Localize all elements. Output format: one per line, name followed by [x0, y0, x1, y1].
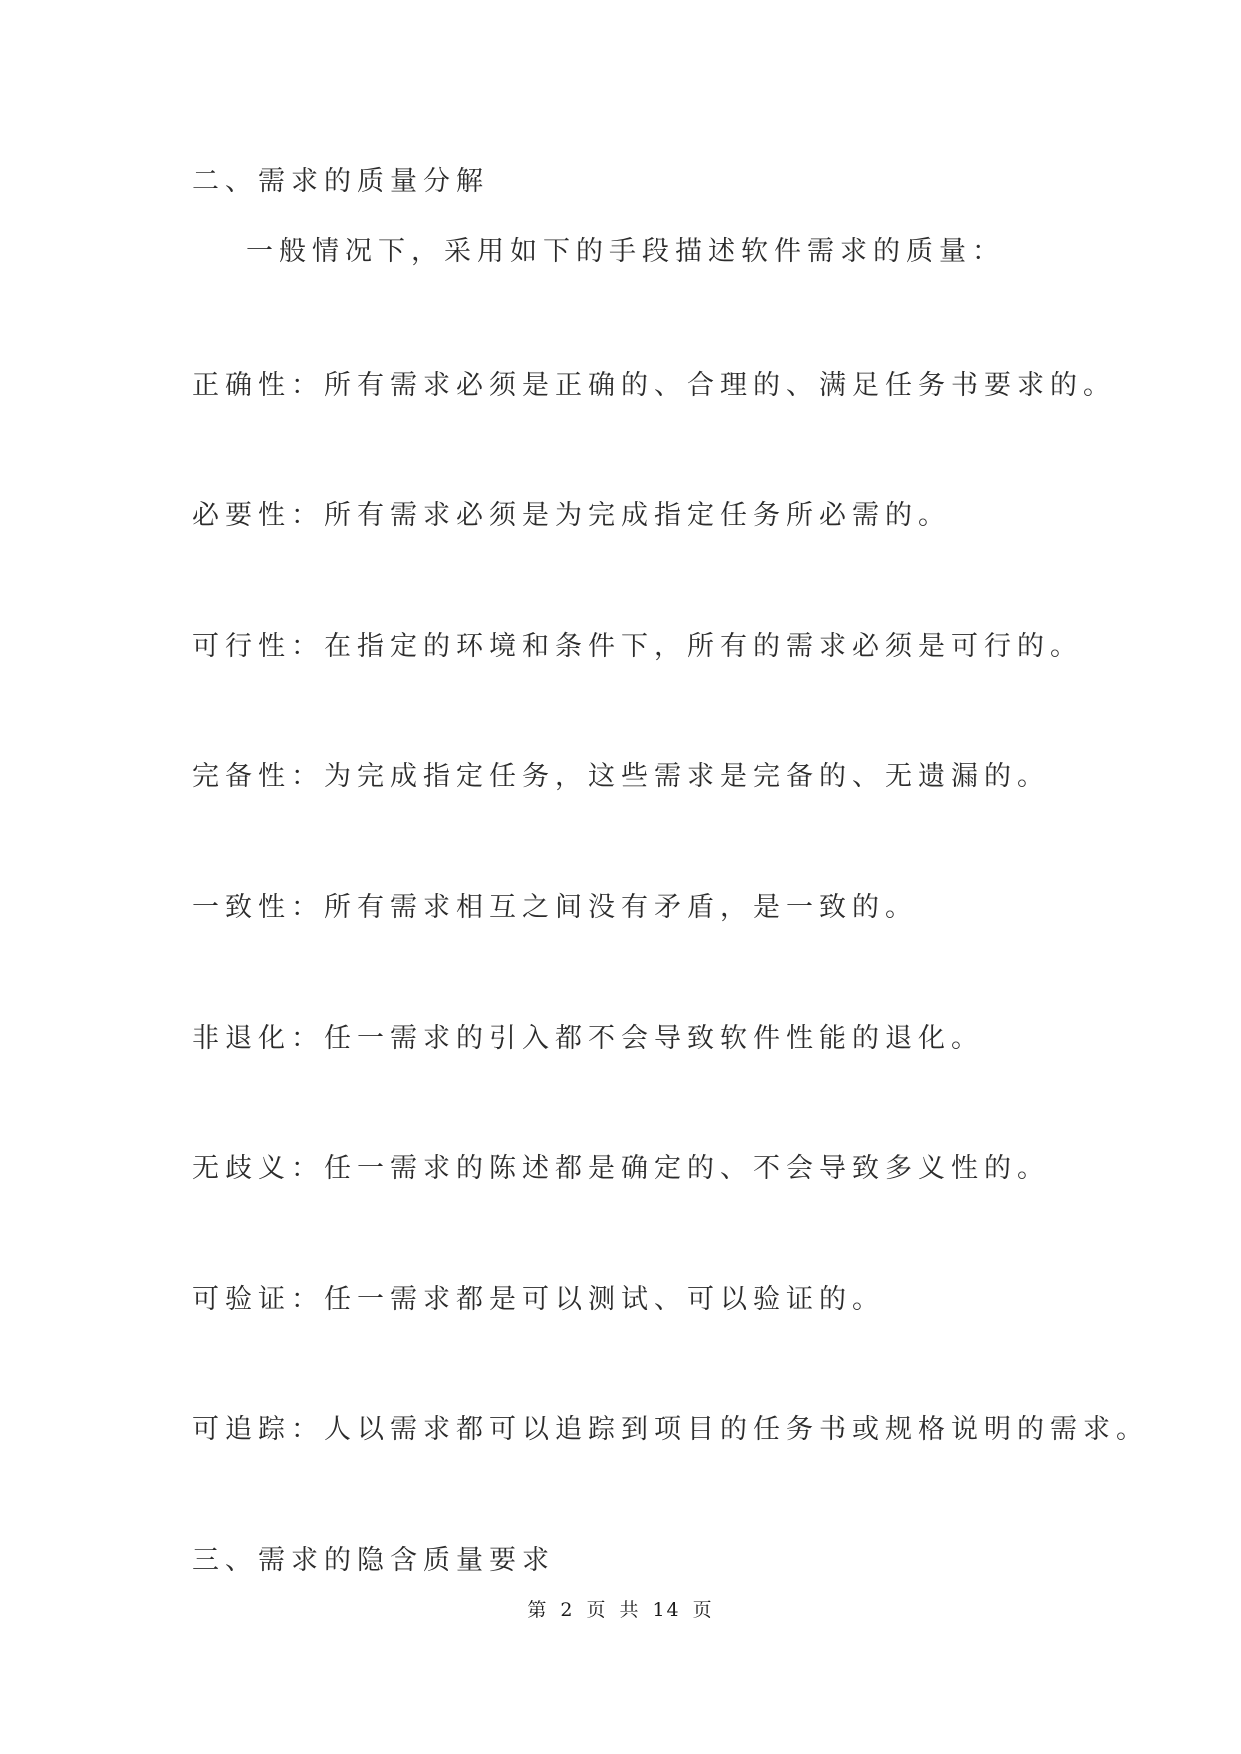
- quality-item-traceability: 可追踪：人以需求都可以追踪到项目的任务书或规格说明的需求。: [192, 1414, 1149, 1445]
- quality-item-verifiability: 可验证：任一需求都是可以测试、可以验证的。: [192, 1284, 885, 1315]
- quality-item-consistency: 一致性：所有需求相互之间没有矛盾，是一致的。: [192, 892, 918, 923]
- section-heading-2: 二、需求的质量分解: [192, 166, 489, 197]
- page-footer: [0, 1598, 1241, 1622]
- quality-item-correctness: 正确性：所有需求必须是正确的、合理的、满足任务书要求的。: [192, 370, 1116, 401]
- footer-suffix: 页: [692, 1599, 714, 1621]
- quality-item-necessity: 必要性：所有需求必须是为完成指定任务所必需的。: [192, 500, 951, 531]
- footer-current-page: 2: [560, 1599, 575, 1621]
- quality-item-non-degradation: 非退化：任一需求的引入都不会导致软件性能的退化。: [192, 1023, 984, 1054]
- quality-item-feasibility: 可行性：在指定的环境和条件下，所有的需求必须是可行的。: [192, 631, 1083, 662]
- quality-item-completeness: 完备性：为完成指定任务，这些需求是完备的、无遗漏的。: [192, 761, 1050, 792]
- footer-page-word: 页: [586, 1599, 608, 1621]
- intro-paragraph: 一般情况下，采用如下的手段描述软件需求的质量：: [246, 236, 1005, 267]
- footer-total-pages: 14: [652, 1599, 681, 1621]
- section-heading-3: 三、需求的隐含质量要求: [192, 1545, 555, 1576]
- footer-total-word: 共: [619, 1599, 641, 1621]
- quality-item-unambiguity: 无歧义：任一需求的陈述都是确定的、不会导致多义性的。: [192, 1153, 1050, 1184]
- footer-prefix: 第: [527, 1599, 549, 1621]
